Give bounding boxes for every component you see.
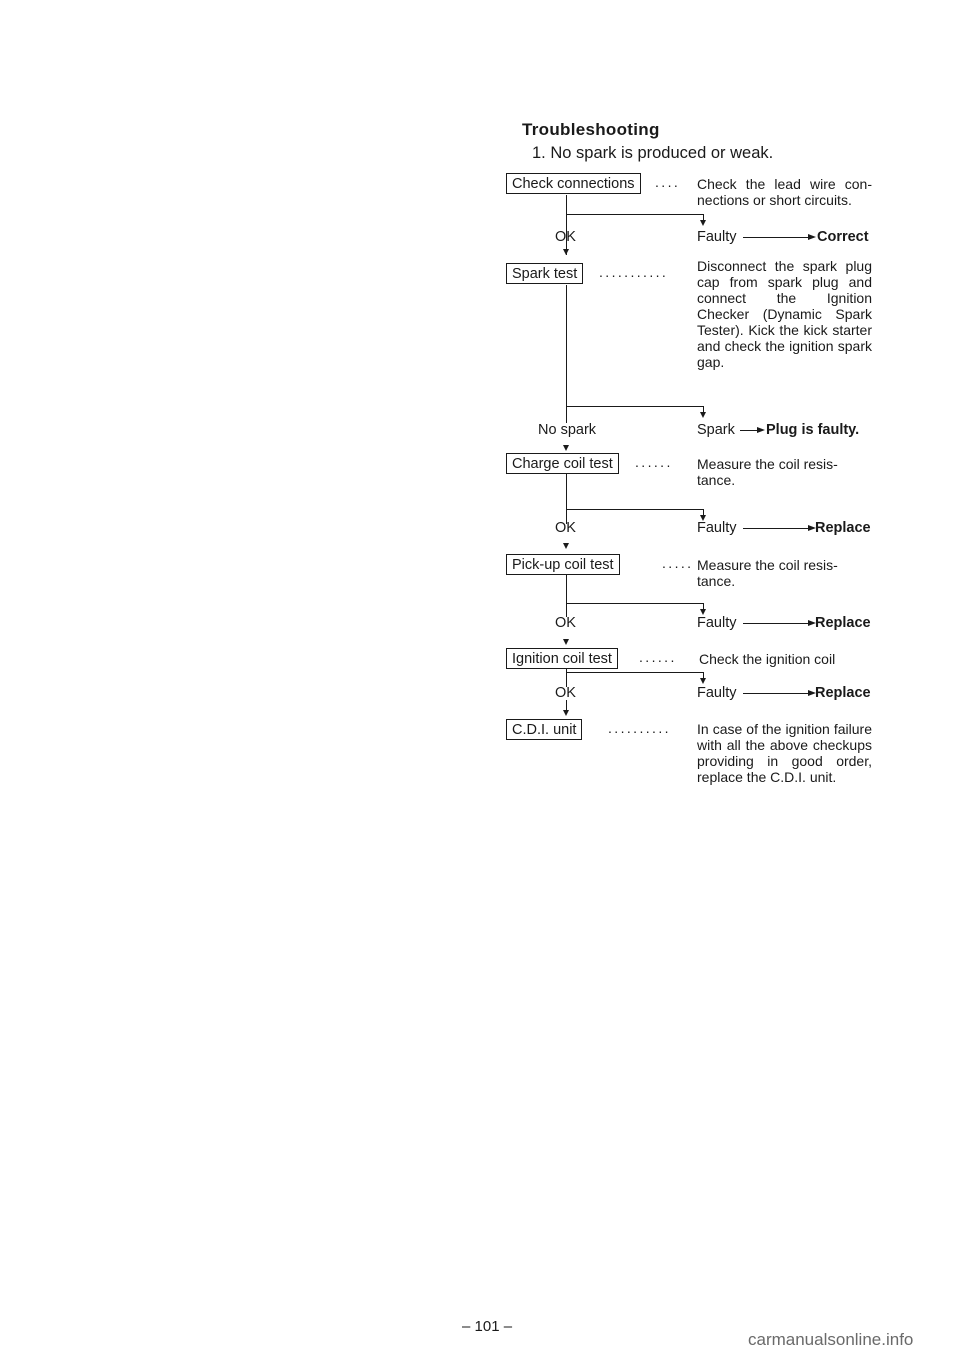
result-line bbox=[743, 623, 811, 624]
leader-dots: ........... bbox=[599, 264, 669, 280]
arrow-right-icon bbox=[757, 427, 765, 433]
arrow-down-icon bbox=[563, 543, 569, 549]
branch-result: Replace bbox=[815, 615, 871, 631]
branch-faulty-label: Faulty bbox=[697, 520, 737, 536]
flow-line bbox=[566, 474, 567, 524]
branch-result: Replace bbox=[815, 685, 871, 701]
branch-faulty-label: Faulty bbox=[697, 615, 737, 631]
flow-line bbox=[566, 285, 567, 423]
branch-faulty-label: Faulty bbox=[697, 685, 737, 701]
branch-line bbox=[566, 672, 704, 673]
spark-test-box: Spark test bbox=[506, 263, 583, 284]
branch-line bbox=[566, 509, 704, 510]
check-connections-box: Check connections bbox=[506, 173, 641, 194]
branch-result: Plug is faulty. bbox=[766, 422, 860, 438]
watermark-url: carmanualsonline.info bbox=[748, 1330, 914, 1349]
result-line bbox=[743, 693, 811, 694]
leader-dots: ...... bbox=[635, 454, 673, 470]
ignition-coil-test-box: Ignition coil test bbox=[506, 648, 618, 669]
page-title: Troubleshooting bbox=[522, 120, 660, 139]
section-subtitle: 1. No spark is produced or weak. bbox=[532, 144, 774, 162]
result-line bbox=[743, 237, 811, 238]
spark-test-description: Disconnect the spark plug cap from spark plug and connect the Ignition Checker (Dynamic Spark Tester). Kick the kick starter and check the ignition spark gap. bbox=[697, 258, 872, 370]
charge-coil-test-box: Charge coil test bbox=[506, 453, 619, 474]
charge-coil-test-description: Measure the coil resis-tance. bbox=[697, 456, 838, 488]
branch-faulty-label: Faulty bbox=[697, 229, 737, 245]
arrow-down-icon bbox=[563, 710, 569, 716]
cdi-unit-box: C.D.I. unit bbox=[506, 719, 582, 740]
result-line bbox=[743, 528, 811, 529]
cdi-unit-description: In case of the ignition failure with all the above checkups providing in good order, replace the C.D.I. unit. bbox=[697, 721, 872, 785]
branch-line bbox=[566, 214, 704, 215]
flow-line bbox=[566, 667, 567, 687]
arrow-down-icon bbox=[700, 412, 706, 418]
branch-line bbox=[566, 603, 704, 604]
arrow-down-icon bbox=[563, 639, 569, 645]
branch-ok-label: OK bbox=[555, 615, 576, 631]
arrow-down-icon bbox=[563, 249, 569, 255]
leader-dots: .......... bbox=[608, 720, 671, 736]
branch-line bbox=[566, 406, 704, 407]
branch-result: Replace bbox=[815, 520, 871, 536]
leader-dots: ...... bbox=[639, 649, 677, 665]
leader-dots: ..... bbox=[662, 555, 694, 571]
arrow-down-icon bbox=[700, 220, 706, 226]
pick-up-coil-test-box: Pick-up coil test bbox=[506, 554, 620, 575]
branch-spark-label: Spark bbox=[697, 422, 735, 438]
branch-ok-label: OK bbox=[555, 229, 576, 245]
check-connections-description: Check the lead wire con-nections or short circuits. bbox=[697, 176, 872, 208]
arrow-down-icon bbox=[563, 445, 569, 451]
arrow-down-icon bbox=[700, 678, 706, 684]
arrow-right-icon bbox=[808, 234, 816, 240]
leader-dots: .... bbox=[655, 174, 681, 190]
page-number: – 101 – bbox=[462, 1318, 513, 1335]
flow-line bbox=[566, 574, 567, 617]
branch-ok-label: OK bbox=[555, 520, 576, 536]
flow-line bbox=[566, 195, 567, 255]
ignition-coil-test-description: Check the ignition coil bbox=[699, 651, 836, 667]
branch-ok-label: OK bbox=[555, 685, 576, 701]
branch-no-spark-label: No spark bbox=[538, 422, 597, 438]
branch-result: Correct bbox=[817, 229, 869, 245]
pick-up-coil-test-description: Measure the coil resis-tance. bbox=[697, 557, 838, 589]
